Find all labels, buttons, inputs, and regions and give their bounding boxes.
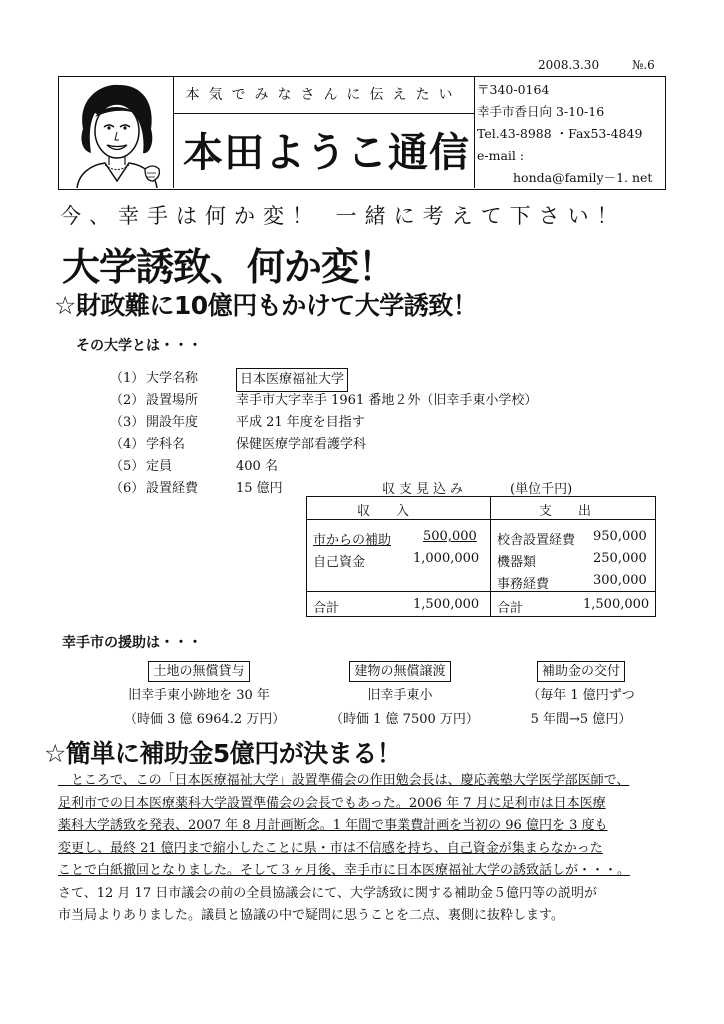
section-heading-university: その大学とは・・・ xyxy=(76,338,202,354)
issue-date: 2008.3.30 xyxy=(538,58,600,72)
table-divider xyxy=(307,591,655,592)
paragraph-line: さて、12 月 17 日市議会の前の全員協議会にて、大学誘致に関する補助金５億円等の説明が xyxy=(58,885,597,901)
paragraph-line: 市当局よりありました。議員と協議の中で疑問に思うことを二点、裏側に抜粋します。 xyxy=(58,908,564,923)
issue-number: №.6 xyxy=(632,58,655,72)
support-item xyxy=(124,660,286,732)
table-divider xyxy=(307,519,655,520)
contact-info xyxy=(477,79,663,189)
support-line: 5 年間→5 億円） xyxy=(530,712,632,727)
fact-value: 幸手市大字幸手 1961 番地２外（旧幸手東小学校） xyxy=(236,393,538,408)
support-title: 土地の無償貸与 xyxy=(148,661,249,682)
expense-value: 250,000 xyxy=(593,551,647,566)
fact-label: 大学名称 xyxy=(146,371,199,386)
fact-number: （2） xyxy=(110,393,145,408)
expense-label: 校舎設置経費 xyxy=(497,533,576,548)
paragraph-line: ことで白紙撤回となりました。そして３ヶ月後、幸手市に日本医療福祉大学の誘致話しが・・・。 xyxy=(58,863,631,878)
body-paragraph xyxy=(58,770,674,928)
email-label: e-mail : xyxy=(477,148,525,163)
email-address: honda@family－1. net xyxy=(513,170,653,185)
fact-number: （5） xyxy=(110,459,145,474)
expense-value: 950,000 xyxy=(593,529,647,544)
support-item xyxy=(330,660,479,732)
income-total-label: 合計 xyxy=(313,601,340,616)
fact-number: （6） xyxy=(110,481,145,496)
support-line: 旧幸手東小 xyxy=(367,688,433,703)
support-line: （時価 1 億 7500 万円） xyxy=(330,712,479,727)
income-label: 自己資金 xyxy=(313,555,366,570)
support-title: 補助金の交付 xyxy=(537,661,625,682)
fact-value: 15 億円 xyxy=(236,481,283,496)
fact-number: （1） xyxy=(110,371,145,386)
income-value: 1,000,000 xyxy=(413,551,480,566)
fact-label: 開設年度 xyxy=(146,415,199,430)
expense-header: 支 出 xyxy=(539,504,592,519)
fact-value: 400 名 xyxy=(236,459,278,474)
tagline: 本気でみなさんに伝えたい xyxy=(173,77,474,114)
support-line: 旧幸手東小跡地を 30 年 xyxy=(128,688,270,703)
portrait-illustration xyxy=(59,77,173,188)
income-total-value: 1,500,000 xyxy=(413,597,480,612)
headline-sub: ☆財政難に10億円もかけて大学誘致！ xyxy=(54,291,478,320)
author-portrait xyxy=(59,77,174,188)
paragraph-line: 薬科大学誘致を発表、2007 年 8 月計画断念。1 年間で事業費計画を当初の 96 億円を 3 度も xyxy=(58,818,608,833)
income-value-subsidy: 500,000 xyxy=(423,529,477,544)
fact-number: （4） xyxy=(110,437,145,452)
support-line: （毎年 1 億円ずつ xyxy=(527,688,635,703)
income-label-subsidy: 市からの補助 xyxy=(313,533,392,548)
budget-title: 収支見込み xyxy=(382,482,468,497)
phone-fax: Tel.43-8988 ・Fax53-4849 xyxy=(477,126,643,141)
expense-value: 300,000 xyxy=(593,573,647,588)
newsletter-title: 本田ようこ通信 xyxy=(183,130,470,176)
income-header: 収 入 xyxy=(357,504,410,519)
expense-total-label: 合計 xyxy=(497,601,524,616)
fact-label: 定員 xyxy=(146,459,173,474)
support-line: （時価 3 億 6964.2 万円） xyxy=(124,712,286,727)
expense-label: 機器類 xyxy=(497,555,537,570)
headline-main: 大学誘致、何か変！ xyxy=(62,245,396,289)
support-item xyxy=(516,660,646,732)
table-divider xyxy=(490,497,491,616)
section-heading-support: 幸手市の援助は・・・ xyxy=(62,635,202,651)
fact-label: 設置場所 xyxy=(146,393,199,408)
fact-label: 設置経費 xyxy=(146,481,199,496)
headline-call-to-action: 今、幸手は何か変！ 一緒に考えて下さい！ xyxy=(60,204,626,228)
paragraph-line: 足利市での日本医療薬科大学設置準備会の会長でもあった。2006 年 7 月に足利市は日本医療 xyxy=(58,795,606,811)
paragraph-line: 変更し、最終 21 億円まで縮小したことに県・市は不信感を持ち、自己資金が集まらなかった xyxy=(58,840,603,856)
fact-value: 保健医療学部看護学科 xyxy=(236,437,367,452)
masthead-center xyxy=(173,77,475,188)
fact-value: 平成 21 年度を目指す xyxy=(236,415,365,430)
budget-unit: (単位千円) xyxy=(510,482,573,497)
postal-code: 〒340-0164 xyxy=(477,82,550,97)
paragraph-line: ところで、この「日本医療福祉大学」設置準備会の作田勉会長は、慶応義塾大学医学部医師で、 xyxy=(58,773,630,788)
fact-number: （3） xyxy=(110,415,145,430)
expense-total-value: 1,500,000 xyxy=(583,597,650,612)
fact-value-university-name: 日本医療福祉大学 xyxy=(236,368,348,392)
expense-label: 事務経費 xyxy=(497,577,550,592)
support-title: 建物の無償譲渡 xyxy=(349,661,450,682)
masthead-box xyxy=(58,76,666,190)
headline-subsidy: ☆簡単に補助金5億円が決まる！ xyxy=(44,739,402,768)
budget-table xyxy=(306,496,656,617)
address: 幸手市香日向 3-10-16 xyxy=(477,104,605,119)
fact-label: 学科名 xyxy=(146,437,186,452)
